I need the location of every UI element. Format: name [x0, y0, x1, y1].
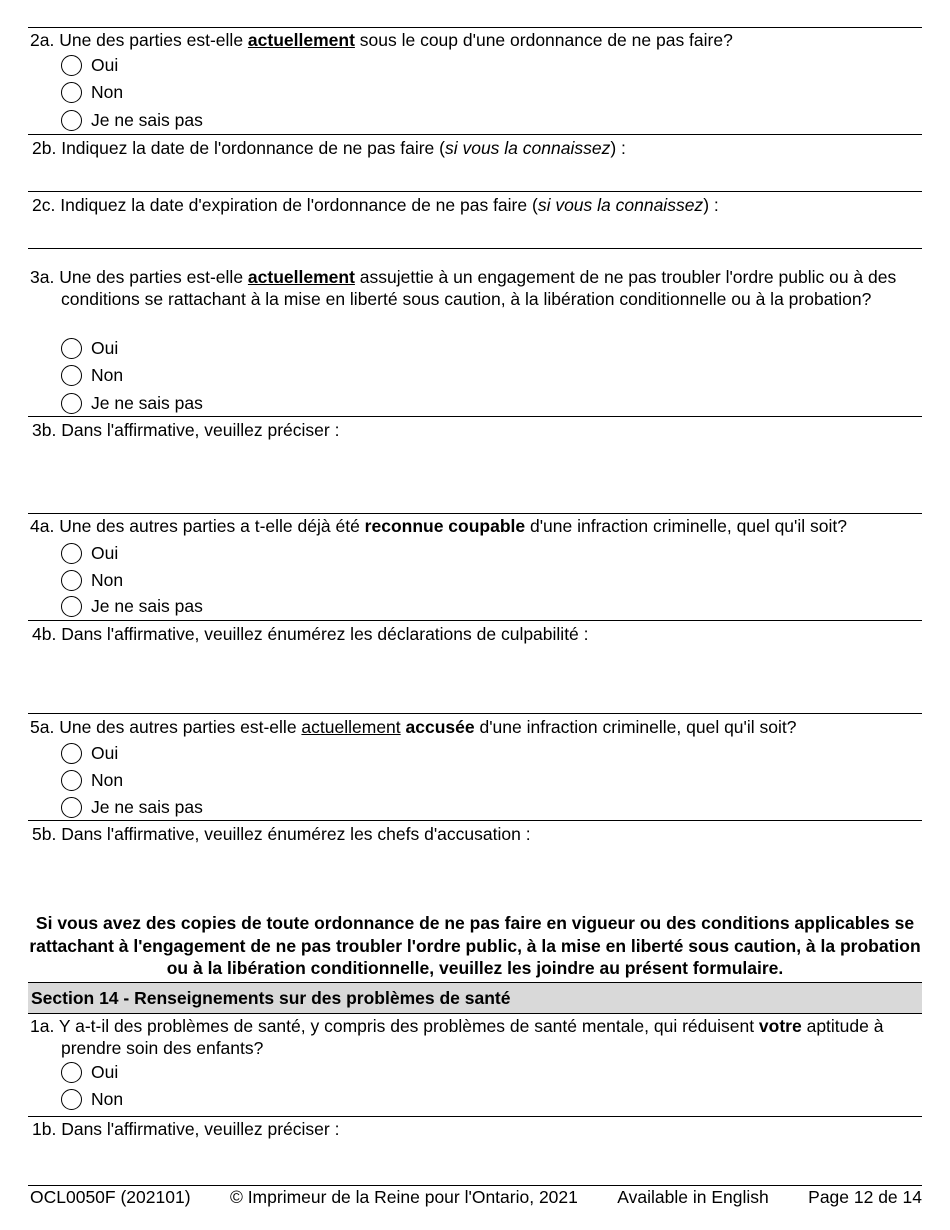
question-5b: 5b. Dans l'affirmative, veuillez énumérez les chefs d'accusation :	[32, 824, 531, 844]
radio-button[interactable]	[61, 543, 82, 564]
divider	[28, 416, 922, 417]
radio-button[interactable]	[61, 110, 82, 131]
form-id: OCL0050F (202101)	[30, 1187, 191, 1207]
s14q1a-option-yes[interactable]: Oui	[61, 1060, 118, 1084]
divider	[28, 620, 922, 621]
q4a-option-unknown[interactable]: Je ne sais pas	[61, 594, 203, 618]
divider	[28, 248, 922, 249]
s14q1b-details-field[interactable]	[28, 1141, 922, 1183]
radio-button[interactable]	[61, 55, 82, 76]
question-2a: 2a. Une des parties est-elle actuellement sous le coup d'une ordonnance de ne pas faire?	[30, 30, 733, 50]
divider	[28, 191, 922, 192]
q2a-option-unknown[interactable]: Je ne sais pas	[61, 108, 203, 132]
radio-button[interactable]	[61, 770, 82, 791]
radio-button[interactable]	[61, 1089, 82, 1110]
radio-button[interactable]	[61, 338, 82, 359]
section-14-header: Section 14 - Renseignements sur des problèmes de santé	[28, 982, 922, 1014]
radio-button[interactable]	[61, 596, 82, 617]
question-5a: 5a. Une des autres parties est-elle actuellement accusée d'une infraction criminelle, quel qu'il soit?	[30, 717, 797, 737]
q2a-option-yes[interactable]: Oui	[61, 53, 118, 77]
divider	[28, 713, 922, 714]
radio-button[interactable]	[61, 570, 82, 591]
q2c-expiry-date-field[interactable]	[28, 217, 922, 247]
s14q1a-option-no[interactable]: Non	[61, 1087, 123, 1111]
radio-button[interactable]	[61, 82, 82, 103]
q5a-option-no[interactable]: Non	[61, 768, 123, 792]
radio-button[interactable]	[61, 393, 82, 414]
q3a-option-no[interactable]: Non	[61, 363, 123, 387]
english-availability: Available in English	[617, 1187, 769, 1207]
q5a-option-yes[interactable]: Oui	[61, 741, 118, 765]
q5a-option-unknown[interactable]: Je ne sais pas	[61, 795, 203, 819]
q2b-date-field[interactable]	[28, 160, 922, 190]
page-number: Page 12 de 14	[808, 1187, 922, 1207]
radio-button[interactable]	[61, 1062, 82, 1083]
copyright: © Imprimeur de la Reine pour l'Ontario, 2021	[229, 1187, 578, 1207]
divider	[28, 27, 922, 28]
footer-divider	[28, 1185, 922, 1186]
q5b-charges-field[interactable]	[28, 846, 922, 906]
radio-button[interactable]	[61, 743, 82, 764]
divider	[28, 1116, 922, 1117]
section14-question-1a: 1a. Y a-t-il des problèmes de santé, y compris des problèmes de santé mentale, qui réduisent votre aptitude à prendre soin des enfants?	[30, 1016, 884, 1058]
q3b-details-field[interactable]	[28, 442, 922, 512]
section14-question-1b: 1b. Dans l'affirmative, veuillez préciser :	[32, 1119, 340, 1139]
q3a-option-unknown[interactable]: Je ne sais pas	[61, 391, 203, 415]
q2a-option-no[interactable]: Non	[61, 80, 123, 104]
question-2c: 2c. Indiquez la date d'expiration de l'ordonnance de ne pas faire (si vous la connaissez) :	[32, 195, 719, 215]
radio-button[interactable]	[61, 365, 82, 386]
q3a-option-yes[interactable]: Oui	[61, 336, 118, 360]
divider	[28, 513, 922, 514]
radio-button[interactable]	[61, 797, 82, 818]
divider	[28, 820, 922, 821]
question-3a: 3a. Une des parties est-elle actuellement assujettie à un engagement de ne pas troubler l'ordre public ou à des conditions se rattachant à la mise en liberté sous caution, à la libération conditionnelle ou à la probation?	[30, 267, 897, 309]
question-3b: 3b. Dans l'affirmative, veuillez préciser :	[32, 420, 340, 440]
question-2b: 2b. Indiquez la date de l'ordonnance de ne pas faire (si vous la connaissez) :	[32, 138, 626, 158]
q4a-option-yes[interactable]: Oui	[61, 541, 118, 565]
q4a-option-no[interactable]: Non	[61, 568, 123, 592]
question-4b: 4b. Dans l'affirmative, veuillez énumérez les déclarations de culpabilité :	[32, 624, 589, 644]
question-4a: 4a. Une des autres parties a t-elle déjà été reconnue coupable d'une infraction criminelle, quel qu'il soit?	[30, 516, 847, 536]
page-footer	[30, 1187, 922, 1208]
divider	[28, 134, 922, 135]
q4b-convictions-field[interactable]	[28, 646, 922, 712]
attachment-notice: Si vous avez des copies de toute ordonnance de ne pas faire en vigueur ou des conditions applicables se rattachant à l'engagement de ne pas troubler l'ordre public, à la mise en liberté sous caution, à la probation ou à la libération conditionnelle, veuillez les joindre au présent formulaire.	[29, 913, 921, 978]
